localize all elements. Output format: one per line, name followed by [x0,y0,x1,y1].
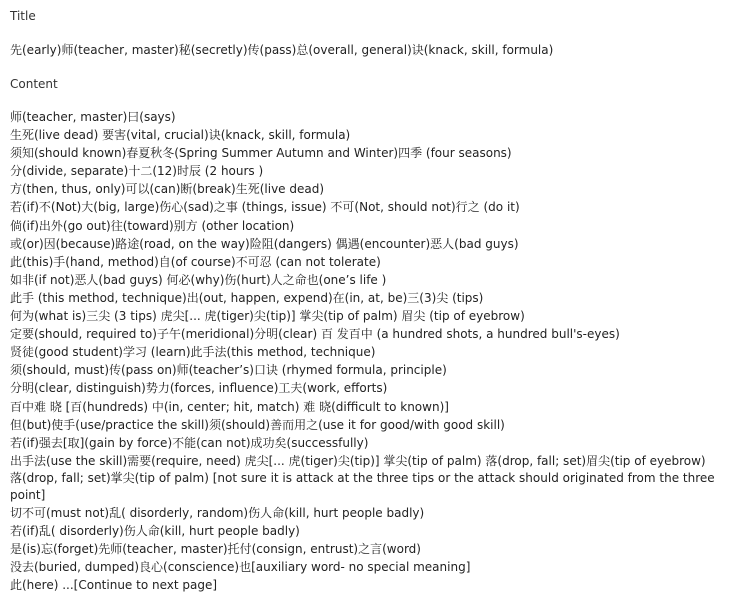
content-line: 此手 (this method, technique)出(out, happen, expend)在(in, at, be)三(3)尖 (tips) [10,290,484,305]
content-line: 百中难 晓 [百(hundreds) 中(in, center; hit, match) 难 晓(difficult to known)] [10,399,449,414]
content-line: 切不可(must not)乱( disorderly, random)伤人命(kill, hurt people badly) [10,505,425,520]
content-line: 分(divide, separate)十二(12)时辰 (2 hours ) [10,164,264,179]
content-line: 生死(live dead) 要害(vital, crucial)诀(knack, skill, formula) [10,128,351,143]
content-line: 分明(clear, distinguish)势力(forces, influence)工夫(work, efforts) [10,381,388,396]
content-line: 或(or)因(because)路途(road, on the way)险阻(dangers) 偶遇(encounter)恶人(bad guys) [10,236,519,251]
content-line: 师(teacher, master)曰(says) [10,110,176,124]
content-line: 若(if)不(Not)大(big, large)伤心(sad)之事 (things, issue) 不可(Not, should not)行之 (do it) [10,200,520,215]
content-body [10,108,746,594]
content-line: 出手法(use the skill)需要(require, need) 虎尖[... 虎(tiger)尖(tip)] 掌尖(tip of palm) 落(drop, fall; set)眉尖(tip of eyebrow) [10,453,706,468]
content-line: 落(drop, fall; set)掌尖(tip of palm) [not sure it is attack at the three tips or the attack should originated from the three point] [10,470,719,502]
content-line: 若(if)强去[取](gain by force)不能(can not)成功矣(successfully) [10,435,369,450]
content-line: 没去(buried, dumped)良心(conscience)也[auxiliary word- no special meaning] [10,560,471,575]
title-heading: Title [10,9,36,23]
content-line: 但(but)使手(use/practice the skill)须(should)善而用之(use it for good/with good skill) [10,417,505,432]
content-line: 如非(if not)恶人(bad guys) 何必(why)伤(hurt)人之命也(one’s life ) [10,272,387,287]
content-line: 须知(should known)春夏秋冬(Spring Summer Autumn and Winter)四季 (four seasons) [10,146,512,161]
content-line: 何为(what is)三尖 (3 tips) 虎尖[... 虎(tiger)尖(tip)] 掌尖(tip of palm) 眉尖 (tip of eyebrow) [10,309,525,324]
content-line: 方(then, thus, only)可以(can)断(break)生死(live dead) [10,182,325,197]
content-line: 此(here) ...[Continue to next page] [10,578,218,593]
content-line: 须(should, must)传(pass on)师(teacher’s)口诀 (rhymed formula, principle) [10,363,447,378]
content-line: 倘(if)出外(go out)往(toward)别方 (other location) [10,218,295,233]
content-line: 若(if)乱( disorderly)伤人命(kill, hurt people badly) [10,523,300,538]
content-line: 定要(should, required to)子午(meridional)分明(clear) 百 发百中 (a hundred shots, a hundred bull's-eyes) [10,327,620,342]
content-heading: Content [10,77,58,91]
document-title: 先(early)师(teacher, master)秘(secretly)传(pass)总(overall, general)诀(knack, skill, formula) [10,43,554,57]
content-line: 贤徒(good student)学习 (learn)此手法(this method, technique) [10,345,376,360]
content-line: 是(is)忘(forget)先师(teacher, master)托付(consign, entrust)之言(word) [10,542,421,557]
content-line: 此(this)手(hand, method)自(of course)不可忍 (can not tolerate) [10,254,381,269]
